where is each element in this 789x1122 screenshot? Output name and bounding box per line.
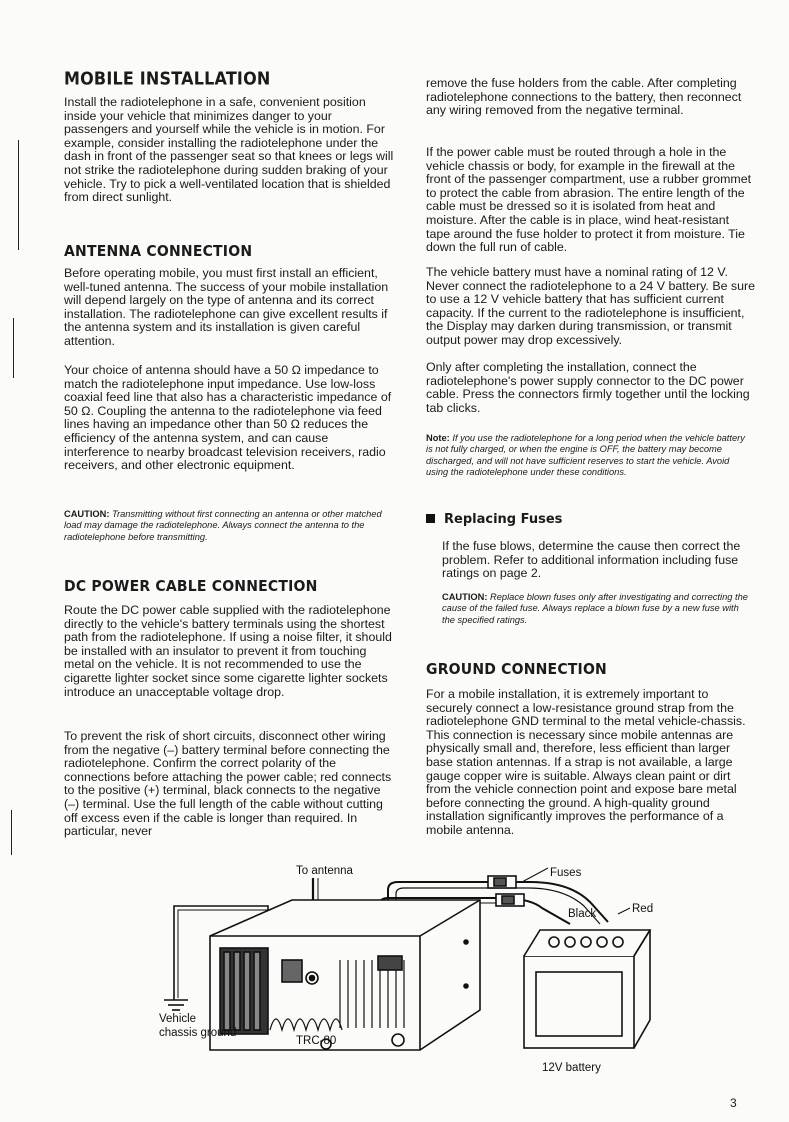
dc-continued-3: The vehicle battery must have a nominal rating of 12 V. Never connect the radiotelephone to a 24 V battery. Be sure to use a 12 V vehicle battery that has sufficient current capacity. If the current to the radiotelephone is insufficient, the Display may darken during transmission, or transmit output power may drop excessively. — [426, 265, 756, 347]
ground-connection-text: For a mobile installation, it is extremely important to securely connect a low-resistance ground strap from the radiotelephone GND terminal to the metal vehicle-chassis. This connection is necessary since mobile antennas are physically small and, therefore, less efficient than larger base station antennas. If a strap is not available, a large gauge copper wire is suitable. Always clean paint or dirt from the vehicle connection point and expose bare metal before connecting the ground. A high-quality ground installation significantly improves the performance of a mobile antenna. — [426, 687, 746, 837]
label-radio-model: TRC-80 — [296, 1035, 337, 1047]
battery-body — [524, 956, 634, 1048]
margin-mark — [18, 140, 19, 250]
dc-power-heading: DC POWER CABLE CONNECTION — [64, 578, 318, 596]
dc-continued-2: If the power cable must be routed through a hole in the vehicle chassis or body, for example in the firewall at the front of the passenger compartment, use a rubber grommet to protect the cable from abrasion. The entire length of the cable must be dressed so it is isolated from heat and moisture. After the cable is in place, wind heat-resistant tape around the fuse holder to protect it from moisture. Tie down the full run of cable. — [426, 145, 752, 255]
replacing-fuses-heading — [426, 512, 562, 527]
margin-mark — [13, 318, 14, 378]
fuses-caution-text: Replace blown fuses only after investigating and correcting the cause of the failed fuse. Always replace a blown fuse by a new fuse with the specified ratings. — [442, 592, 748, 625]
caution-label: CAUTION: — [64, 509, 110, 519]
label-fuses: Fuses — [550, 867, 582, 879]
page-number: 3 — [730, 1096, 737, 1110]
label-battery: 12V battery — [542, 1062, 601, 1074]
dc-continued-4: Only after completing the installation, connect the radiotelephone's power supply connector to the DC power cable. Press the connectors firmly together until the locking tab clicks. — [426, 360, 750, 415]
dc-paragraph-2: To prevent the risk of short circuits, disconnect other wiring from the negative (–) battery terminal before connecting the radiotelephone. Confirm the correct polarity of the connections before attaching the power cable; red connects to the positive (+) terminal, black connects to the negative (–) terminal. Use the full length of the cable without cutting off excess even if the cable is longer than required. In particular, never — [64, 729, 392, 839]
replacing-fuses-text: If the fuse blows, determine the cause then correct the problem. Refer to additional information including fuse ratings on page 2. — [442, 539, 741, 581]
installation-diagram — [150, 860, 654, 1080]
note-text: If you use the radiotelephone for a long period when the vehicle battery is not fully charged, or when the engine is OFF, the battery may become discharged, and will not have sufficient reserves to start the vehicle. Avoid using the radiotelephone under these conditions. — [426, 433, 745, 477]
replacing-fuses-title: Replacing Fuses — [444, 512, 563, 527]
dc-continued-1: remove the fuse holders from the cable. After completing radiotelephone connections to the battery, then reconnect any wiring removed from the negative terminal. — [426, 76, 742, 118]
mobile-installation-heading: MOBILE INSTALLATION — [64, 68, 271, 89]
mobile-installation-text: Install the radiotelephone in a safe, convenient position inside your vehicle that minimizes danger to your passengers and yourself while the vehicle is in motion. For example, consider installing the radiotelephone under the dash in front of the passenger seat so that knees or legs will not strike the radiotelephone during sudden braking of your vehicle. Try to pick a well-ventilated location that is shielded from direct sunlight. — [64, 95, 394, 205]
note-label: Note: — [426, 433, 450, 443]
label-black: Black — [568, 908, 597, 920]
label-chassis-ground: chassis ground — [159, 1027, 237, 1039]
square-bullet-icon — [426, 514, 435, 523]
ground-connection-heading: GROUND CONNECTION — [426, 661, 607, 679]
label-to-antenna: To antenna — [296, 865, 353, 877]
fuses-caution-label: CAUTION: — [442, 592, 488, 602]
caution-text: Transmitting without first connecting an antenna or other matched load may damage the radiotelephone. Always connect the antenna to the radiotelephone before transmitting. — [64, 509, 382, 542]
antenna-connection-heading: ANTENNA CONNECTION — [64, 243, 253, 261]
margin-mark — [11, 810, 12, 855]
antenna-caution — [64, 509, 389, 543]
antenna-paragraph-1: Before operating mobile, you must first install an efficient, well-tuned antenna. The success of your mobile installation will depend largely on the type of antenna and its correct installation. The radiotelephone can give excellent results if the antenna system and its installation is given careful attention. — [64, 266, 389, 348]
antenna-paragraph-2: Your choice of antenna should have a 50 Ω impedance to match the radiotelephone input impedance. Use low-loss coaxial feed line that also has a characteristic impedance of 50 Ω. Coupling the antenna to the radiotelephone via feed lines having an impedance other than 50 Ω reduces the efficiency of the antenna system, and can cause interference to nearby broadcast television receivers, radio receivers, and other electronic equipment. — [64, 363, 392, 473]
label-vehicle: Vehicle — [159, 1013, 197, 1025]
battery-note — [426, 433, 751, 478]
fuses-caution — [442, 592, 752, 626]
label-red: Red — [632, 903, 654, 915]
dc-paragraph-1: Route the DC power cable supplied with the radiotelephone directly to the vehicle's battery terminals using the shortest path from the radiotelephone. If using a noise filter, it should be installed with an insulator to prevent it from touching metal on the vehicle. It is not recommended to use the cigarette lighter socket since some cigarette lighter sockets introduce an unacceptable voltage drop. — [64, 603, 392, 699]
